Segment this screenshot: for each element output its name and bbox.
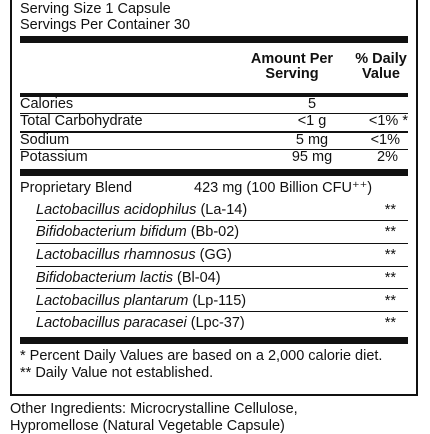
daily-value-not-established-footnote: ** Daily Value not established.: [20, 365, 214, 381]
strain-row: [20, 293, 408, 310]
strain-code: (GG): [199, 247, 232, 263]
nutrient-name: Potassium: [20, 149, 88, 165]
strain-dv: **: [384, 224, 396, 240]
strain-latin-name: Bifidobacterium bifidum: [36, 224, 187, 240]
thin-divider: [36, 220, 408, 221]
strain-code: (La-14): [200, 202, 248, 218]
amount-per-serving-header: [242, 52, 342, 82]
other-ingredients-line2: Hypromellose (Natural Vegetable Capsule): [10, 418, 285, 434]
strain-row: [20, 247, 408, 264]
strain-code: (Bl-04): [177, 270, 221, 286]
strain-dv: **: [384, 315, 396, 331]
strain-dv: **: [384, 270, 396, 286]
strain-latin-name: Lactobacillus rhamnosus: [36, 247, 196, 263]
dv-header-line2: Value: [362, 66, 400, 82]
daily-value-header: [350, 52, 412, 82]
supplement-facts-panel: [10, 0, 418, 396]
thick-divider-top: [20, 36, 408, 43]
strain-latin-name: Lactobacillus acidophilus: [36, 202, 197, 218]
nutrient-name: Calories: [20, 96, 74, 112]
nutrient-dv: <1% *: [368, 113, 408, 129]
strain-dv: **: [384, 247, 396, 263]
thin-divider: [36, 311, 408, 312]
percent-daily-value-footnote: * Percent Daily Values are based on a 2,000 calorie diet.: [20, 348, 383, 364]
nutrient-amount: 5: [307, 96, 317, 112]
nutrient-name: Total Carbohydrate: [20, 113, 143, 129]
strain-code: (Bb-02): [190, 224, 240, 240]
strain-code: (Lp-115): [192, 293, 247, 309]
strain-row: [20, 224, 408, 241]
nutrient-dv: <1%: [370, 132, 400, 148]
blend-name: Proprietary Blend: [20, 180, 133, 196]
nutrient-amount: 95 mg: [291, 149, 333, 165]
strain-dv: **: [384, 202, 396, 218]
strain-latin-name: Lactobacillus paracasei: [36, 315, 187, 331]
serving-size: Serving Size 1 Capsule: [20, 1, 171, 17]
strain-row: [20, 315, 408, 332]
servings-per-container: Servings Per Container 30: [20, 17, 191, 33]
strain-row: [20, 202, 408, 219]
nutrient-name: Sodium: [20, 132, 70, 148]
column-header-row: [20, 52, 408, 84]
amount-header-line1: Amount Per: [250, 51, 334, 67]
blend-row: [20, 180, 408, 197]
dv-header-line1: % Daily: [355, 51, 407, 67]
nutrient-row: [20, 132, 408, 149]
strain-code: (Lpc-37): [190, 315, 245, 331]
nutrient-amount: <1 g: [297, 113, 327, 129]
other-ingredients-line1: Other Ingredients: Microcrystalline Cellulose,: [10, 401, 298, 417]
nutrient-amount: 5 mg: [295, 132, 329, 148]
nutrient-row: [20, 96, 408, 113]
thick-divider-mid: [20, 169, 408, 176]
amount-header-line2: Serving: [265, 66, 319, 82]
thin-divider: [36, 243, 408, 244]
strain-latin-name: Lactobacillus plantarum: [36, 293, 189, 309]
nutrient-row: [20, 113, 408, 130]
thin-divider: [36, 288, 408, 289]
strain-latin-name: Bifidobacterium lactis: [36, 270, 173, 286]
strain-row: [20, 270, 408, 287]
nutrient-row: [20, 149, 408, 166]
thin-divider: [36, 266, 408, 267]
blend-amount: 423 mg (100 Billion CFU⁺⁺): [194, 180, 373, 196]
thick-divider-bottom: [20, 337, 408, 344]
nutrient-dv: 2%: [377, 149, 398, 165]
strain-dv: **: [384, 293, 396, 309]
